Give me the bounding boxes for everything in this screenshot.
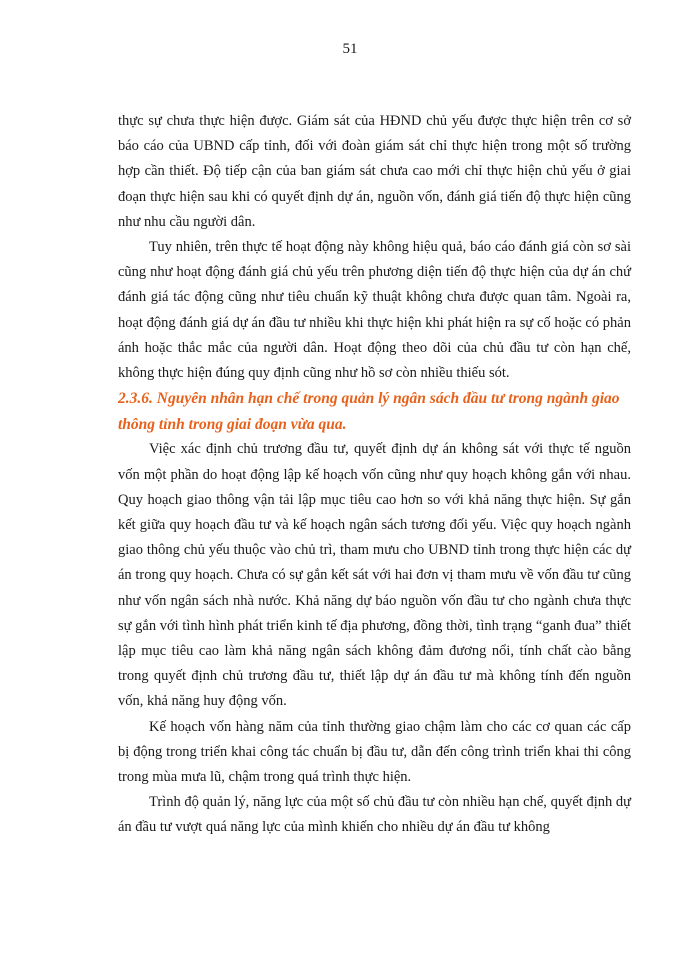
paragraph: Kế hoạch vốn hàng năm của tỉnh thường giao chậm làm cho các cơ quan các cấp bị động trong triển khai công tác chuẩn bị đầu tư, dẫn đến công trình triển khai thi công trong mùa mưa lũ, chậm trong quá trình thực hiện. xyxy=(118,718,631,786)
paragraph: thực sự chưa thực hiện được. Giám sát của HĐND chủ yếu được thực hiện trên cơ sở báo cáo của UBND cấp tỉnh, đối với đoàn giám sát chỉ thực hiện trong một số trường hợp cần thiết. Độ tiếp cận của ban giám sát chưa cao mới chỉ thực hiện chủ yếu ở giai đoạn thực hiện sau khi có quyết định dự án, nguồn vốn, đánh giá tiến độ thực hiện cũng như nhu cầu người dân. xyxy=(118,113,631,230)
paragraph: Việc xác định chủ trương đầu tư, quyết định dự án không sát với thực tế nguồn vốn một phần do hoạt động lập kế hoạch vốn cũng như quy hoạch không gắn với nhau. Quy hoạch giao thông vận tải lập mục tiêu cao hơn so với khả năng thực hiện. Sự gắn kết giữa quy hoạch đầu tư và kế hoạch ngân sách tương đối yếu. Việc quy hoạch ngành giao thông chủ yếu thuộc vào chủ trì, tham mưu cho UBND tỉnh trong thực hiện các dự án trong quy hoạch. Chưa có sự gắn kết sát với hai đơn vị tham mưu về vốn đầu tư cũng như vốn ngân sách nhà nước. Khả năng dự báo nguồn vốn đầu tư cho ngành chưa thực sự gắn với tình hình phát triển kinh tế địa phương, đồng thời, tình trạng “ganh đua” thiết lập mục tiêu cao làm khả năng ngân sách không đảm đương nổi, tính chất cào bằng trong quyết định chủ trương đầu tư, thiết lập dự án đầu tư mà không tính đến nguồn vốn, khả năng huy động vốn. xyxy=(118,441,631,710)
body-text xyxy=(118,109,631,841)
paragraph: Tuy nhiên, trên thực tế hoạt động này không hiệu quả, báo cáo đánh giá còn sơ sài cũng như hoạt động đánh giá chủ yếu trên phương diện tiến độ thực hiện của dự án chứ đánh giá tác động cũng như tiêu chuẩn kỹ thuật không chưa được quan tâm. Ngoài ra, hoạt động đánh giá dự án đầu tư nhiều khi thực hiện khi phát hiện ra sự cố hoặc có phản ánh hoặc thắc mắc của người dân. Hoạt động theo dõi của chủ đầu tư còn hạn chế, không thực hiện đúng quy định cũng như hồ sơ còn nhiều thiếu sót. xyxy=(118,239,631,382)
paragraph: Trình độ quản lý, năng lực của một số chủ đầu tư còn nhiều hạn chế, quyết định dự án đầu tư vượt quá năng lực của mình khiến cho nhiều dự án đầu tư không xyxy=(118,794,631,836)
page-number: 51 xyxy=(342,41,358,57)
section-heading: 2.3.6. Nguyên nhân hạn chế trong quản lý ngân sách đầu tư trong ngành giao thông tỉnh trong giai đoạn vừa qua. xyxy=(118,390,620,433)
